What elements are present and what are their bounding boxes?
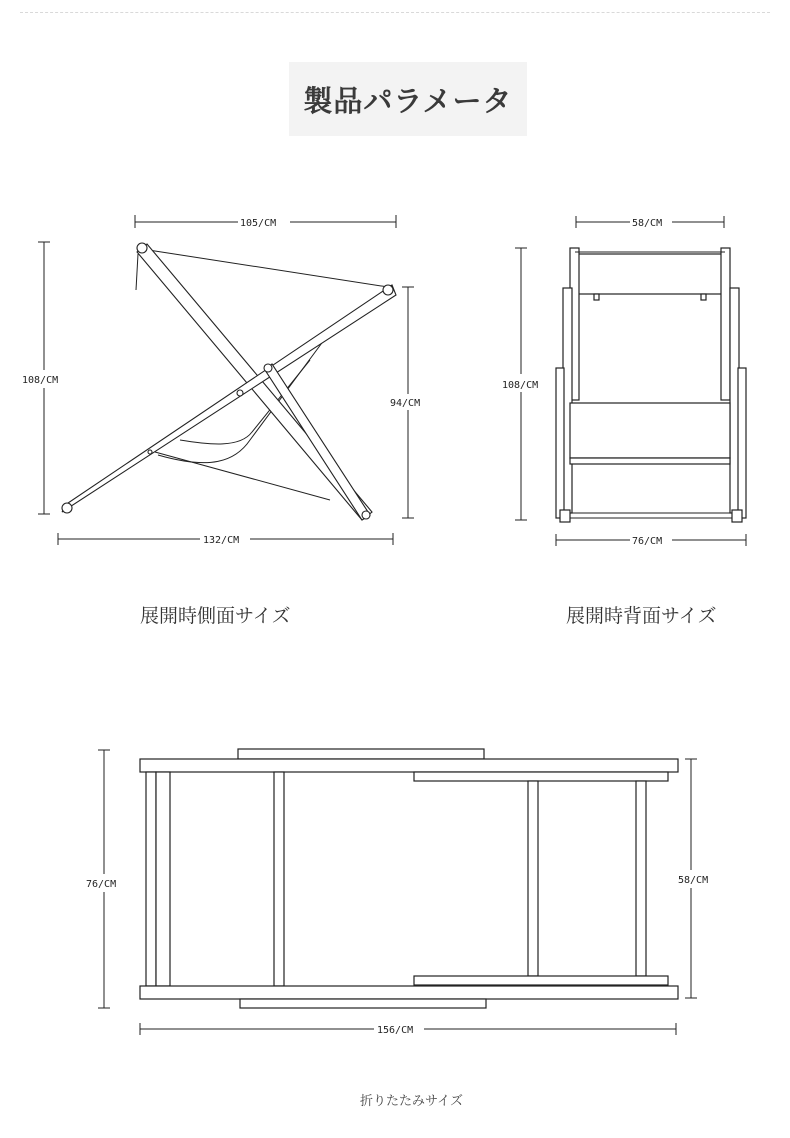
back-view-drawing — [502, 216, 746, 547]
folded-view-caption: 折りたたみサイズ — [360, 1094, 463, 1109]
side-joint — [62, 503, 72, 513]
back-upright-right — [721, 248, 730, 400]
side-joint — [148, 450, 152, 454]
page-title: 製品パラメータ — [303, 83, 513, 118]
back-dim-top: 58/CM — [632, 218, 663, 229]
fold-inner-bottom — [414, 976, 668, 985]
fold-top-rail — [140, 759, 678, 772]
side-dim-left: 108/CM — [22, 375, 59, 386]
side-joint — [362, 511, 370, 519]
back-dim-bottom: 76/CM — [632, 536, 663, 547]
back-dim-left: 108/CM — [502, 380, 539, 391]
back-crossbar — [570, 458, 730, 464]
fold-bottom-bar — [240, 999, 486, 1008]
fold-post — [156, 772, 170, 986]
side-joint — [137, 243, 147, 253]
fold-post — [636, 781, 646, 976]
fold-post — [274, 772, 284, 986]
back-seat — [570, 403, 730, 458]
fold-post — [146, 772, 156, 986]
side-joint — [237, 390, 243, 396]
fold-post — [528, 781, 538, 976]
fold-top-bar — [238, 749, 484, 759]
fold-bottom-rail — [140, 986, 678, 999]
back-headrest — [572, 254, 726, 294]
back-outer-left — [556, 368, 564, 518]
side-joint — [383, 285, 393, 295]
back-outer-right — [738, 368, 746, 518]
side-view-drawing — [22, 215, 420, 546]
side-dim-top: 105/CM — [240, 218, 277, 229]
side-dim-right: 94/CM — [390, 398, 421, 409]
side-hook — [136, 254, 138, 290]
side-fabric-bottom — [155, 452, 330, 500]
back-view-caption: 展開時背面サイズ — [566, 605, 717, 627]
fold-dim-bottom: 156/CM — [377, 1025, 414, 1036]
side-dim-bottom: 132/CM — [203, 535, 240, 546]
folded-view-drawing — [86, 749, 708, 1036]
fold-dim-right: 58/CM — [678, 875, 709, 886]
fold-inner-top — [414, 772, 668, 781]
side-joint — [264, 364, 272, 372]
side-view-caption: 展開時側面サイズ — [140, 605, 291, 627]
fold-dim-left: 76/CM — [86, 879, 117, 890]
